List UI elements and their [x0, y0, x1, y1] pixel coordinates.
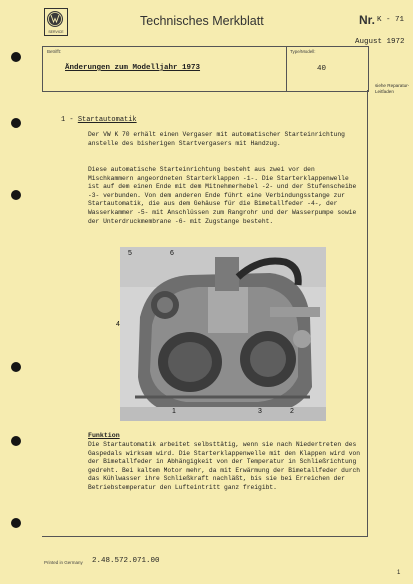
footer-rule [42, 536, 368, 537]
subject-value: Änderungen zum Modelljahr 1973 [65, 64, 201, 72]
vw-service-logo [44, 8, 68, 36]
page-number: 1 [397, 570, 401, 576]
type-label: Type/Modell: [290, 49, 316, 54]
binder-hole [11, 118, 21, 128]
callout-2: 2 [290, 408, 294, 415]
binder-hole [11, 436, 21, 446]
callout-5: 5 [128, 250, 132, 257]
funktion-heading: Funktion [88, 432, 120, 439]
section-title: Startautomatik [77, 116, 137, 124]
paragraph-funktion: Die Startautomatik arbeitet selbsttätig, wenn sie nach Niedertreten des Gaspedals wirksam wird. Die Starterklappenwelle mit den Klappen wird von der Bimetallfeder in Abhängigkeit von der Temperatur in Schließrichtung gedreht. Bei kaltem Motor mehr, da mit Erwärmung der Bimetallfeder durch das Kühlwasser ihre Schließkraft nachläßt, bis sie bei Erreichen der Betriebstemperatur den Lufteintritt ganz freigibt. [88, 441, 361, 491]
box-divider [286, 47, 287, 91]
callout-1: 1 [172, 408, 176, 415]
section-heading [61, 116, 137, 124]
paragraph-description: Diese automatische Starteinrichtung besteht aus zwei vor den Mischkammern angeordneten Starterklappen -1-. Die Starterklappenwelle ist auf dem einen Ende mit dem Mitnehmerhebel -2- und der Stufenscheibe -3- verbunden. Von dem anderen Ende führt eine Verbindungsstange zur Startautomatik, die aus dem Gehäuse für die Bimetallfeder -4-, der Wasserkammer -5- mit Anschlüssen zum Rangrohr und der Wasserpumpe sowie der Unterdruckmembrane -6- mit Zugstange besteht. [88, 166, 357, 225]
binder-hole [11, 52, 21, 62]
callout-3: 3 [258, 408, 262, 415]
type-value: 40 [317, 65, 327, 73]
callout-6: 6 [170, 250, 174, 257]
carburetor-photo [116, 247, 326, 421]
paragraph-intro: Der VW K 70 erhält einen Vergaser mit automatischer Starteinrichtung anstelle des bisherigen Startvergasers mit Handzug. [88, 131, 345, 147]
margin-rule [367, 90, 368, 536]
logo-service-text: SERVICE [48, 30, 64, 34]
subject-label: Betrifft: [47, 49, 62, 54]
document-date: August 1972 [355, 38, 405, 46]
callout-4: 4 [116, 321, 120, 328]
part-number: 2.48.572.071.00 [92, 557, 160, 565]
number-label: Nr. [359, 13, 376, 27]
binder-hole [11, 518, 21, 528]
printed-in-note: Printed in Germany [44, 560, 83, 565]
side-note: siehe Reparatur-Leitfaden [375, 83, 410, 94]
vw-emblem-icon [47, 11, 63, 27]
binder-hole [11, 190, 21, 200]
section-number: 1 - [61, 116, 74, 124]
number-value: K - 71 [377, 16, 405, 24]
binder-hole [11, 362, 21, 372]
header-info-box [42, 46, 369, 92]
document-title: Technisches Merkblatt [140, 14, 264, 28]
